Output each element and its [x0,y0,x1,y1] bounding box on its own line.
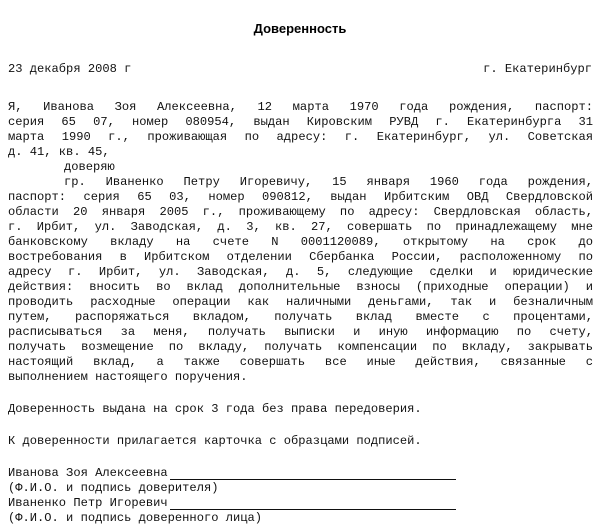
term-statement: Доверенность выдана на срок 3 года без права передоверия. [8,402,422,416]
body-line: действия: вносить во вклад дополнительные взносы (приходные операции) и [8,280,593,294]
principal-line: Я, Иванова Зоя Алексеевна, 12 марта 1970 года рождения, паспорт: [8,100,593,114]
body-line: получать возмещение по вкладу, получать компенсации по вкладу, закрывать [8,340,593,354]
body-line: гр. Иваненко Петру Игоревичу, 15 января 1960 года рождения, [64,175,593,189]
principal-line: д. 41, кв. 45, [8,145,110,159]
agent-caption: (Ф.И.О. и подпись доверенного лица) [8,511,263,525]
document-date: 23 декабря 2008 г [8,62,132,76]
principal-caption: (Ф.И.О. и подпись доверителя) [8,481,219,495]
principal-name: Иванова Зоя Алексеевна [8,466,168,480]
principal-line: серия 65 07, номер 080954, выдан Кировским РУВД г. Екатеринбурга 31 [8,115,593,129]
body-line: путем, распоряжаться вкладом, получать вклад вместе с процентами, [8,310,593,324]
body-line: области 20 января 2005 г., проживающему по адресу: Свердловская область, [8,205,593,219]
body-line: проводить расходные операции как наличными деньгами, так и безналичным [8,295,593,309]
attachment-statement: К доверенности прилагается карточка с образцами подписей. [8,434,422,448]
body-line: г. Ирбит, ул. Заводская, д. 3, кв. 27, совершать по принадлежащему мне [8,220,593,234]
principal-line: марта 1990 г., проживающая по адресу: г. Екатеринбург, ул. Советская [8,130,593,144]
authorize-word: доверяю [64,160,115,174]
body-line: банковскому вкладу на счете N 0001120089, открытому на срок до [8,235,593,249]
body-line: адресу г. Ирбит, ул. Заводская, д. 5, следующие сделки и юридические [8,265,593,279]
body-line: паспорт: серия 65 03, номер 090812, выдан Ирбитским ОВД Свердловской [8,190,593,204]
body-line: востребования в Ирбитском отделении Сбербанка России, расположенному по [8,250,593,264]
principal-signature-line [170,479,456,480]
document-city: г. Екатеринбург [483,62,592,76]
body-line-last: выполнением настоящего поручения. [8,370,248,384]
body-line: настоящий вклад, а также совершать все иные действия, связанные с [8,355,593,369]
agent-signature-line [170,509,456,510]
agent-name: Иваненко Петр Игоревич [8,496,168,510]
body-line: расписываться за меня, получать выписки и иную информацию по счету, [8,325,593,339]
document-title: Доверенность [253,21,347,36]
